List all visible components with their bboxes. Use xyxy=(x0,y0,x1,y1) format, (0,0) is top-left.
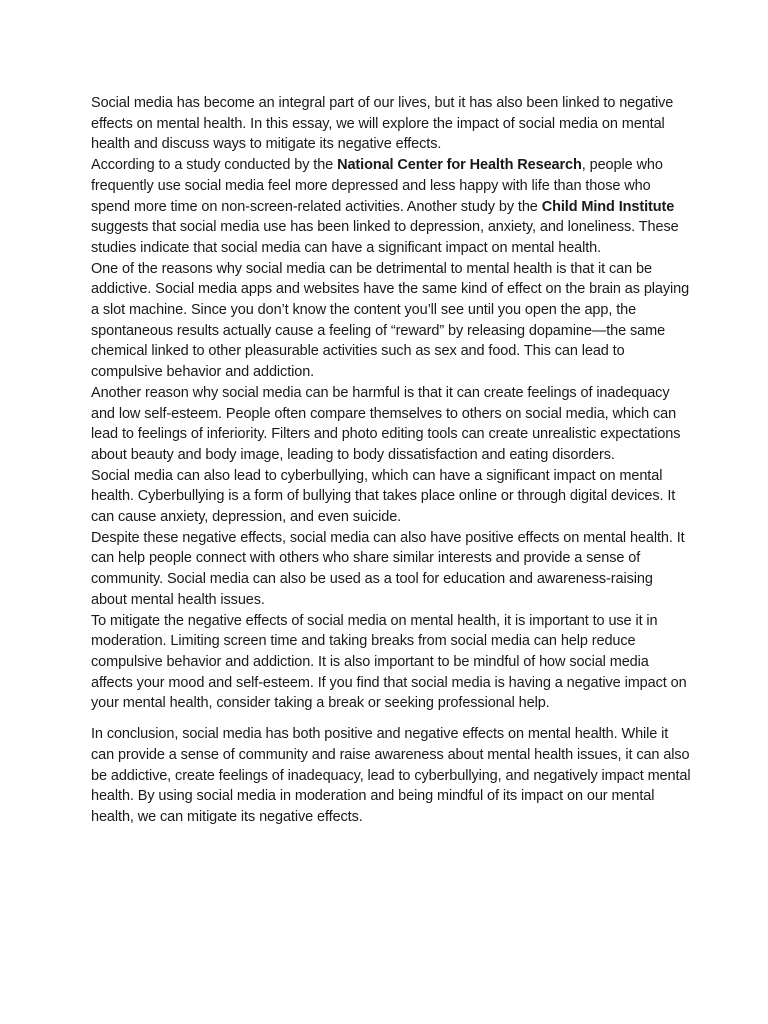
studies-text-2: , people who frequently use social media feel more depressed and less happy with life than those who spend more time on non-screen-related activities. Another study by the xyxy=(91,157,663,215)
essay-body xyxy=(91,93,691,828)
org-national-center: National Center for Health Research xyxy=(337,157,582,174)
studies-text-1: According to a study conducted by the xyxy=(91,157,338,174)
paragraph-introduction: Social media has become an integral part of our lives, but it has also been linked to negative effects on mental health. In this essay, we will explore the impact of social media on mental health and discuss ways to mitigate its negative effects. xyxy=(91,95,674,153)
paragraph-self-esteem: Another reason why social media can be harmful is that it can create feelings of inadequacy and low self-esteem. People often compare themselves to others on social media, which can lead to feelings of inferiority. Filters and photo editing tools can create unrealistic expectations about beauty and body image, leading to body dissatisfaction and eating disorders. xyxy=(91,384,681,463)
paragraph-addiction: One of the reasons why social media can be detrimental to mental health is that it can be addictive. Social media apps and websites have the same kind of effect on the brain as playing a slot machine. Since you don’t know the content you’ll see until you open the app, the spontaneous results actually cause a feeling of “reward” by releasing dopamine—the same chemical linked to other pleasurable activities such as sex and food. This can lead to compulsive behavior and addiction. xyxy=(91,260,690,381)
paragraph-conclusion: In conclusion, social media has both positive and negative effects on mental health. While it can provide a sense of community and raise awareness about mental health issues, it can also be addictive, create feelings of inadequacy, lead to cyberbullying, and negatively impact mental health. By using social media in moderation and being mindful of its impact on our mental health, we can mitigate its negative effects. xyxy=(91,726,691,825)
studies-text-3: suggests that social media use has been linked to depression, anxiety, and loneliness. These studies indicate that social media can have a significant impact on mental health. xyxy=(91,219,679,256)
paragraph-positive-effects: Despite these negative effects, social media can also have positive effects on mental health. It can help people connect with others who share similar interests and provide a sense of community. Social media can also be used as a tool for education and awareness-raising about mental health issues. xyxy=(91,529,685,608)
org-child-mind-institute: Child Mind Institute xyxy=(541,198,675,215)
paragraph-studies xyxy=(91,155,691,259)
paragraph-cyberbullying: Social media can also lead to cyberbullying, which can have a significant impact on mental health. Cyberbullying is a form of bullying that takes place online or through digital devices. It can cause anxiety, depression, and even suicide. xyxy=(91,467,676,526)
paragraph-mitigation: To mitigate the negative effects of social media on mental health, it is important to use it in moderation. Limiting screen time and taking breaks from social media can help reduce compulsive behavior and addiction. It is also important to be mindful of how social media affects your mood and self-esteem. If you find that social media is having a negative impact on your mental health, consider taking a break or seeking professional help. xyxy=(91,612,687,712)
